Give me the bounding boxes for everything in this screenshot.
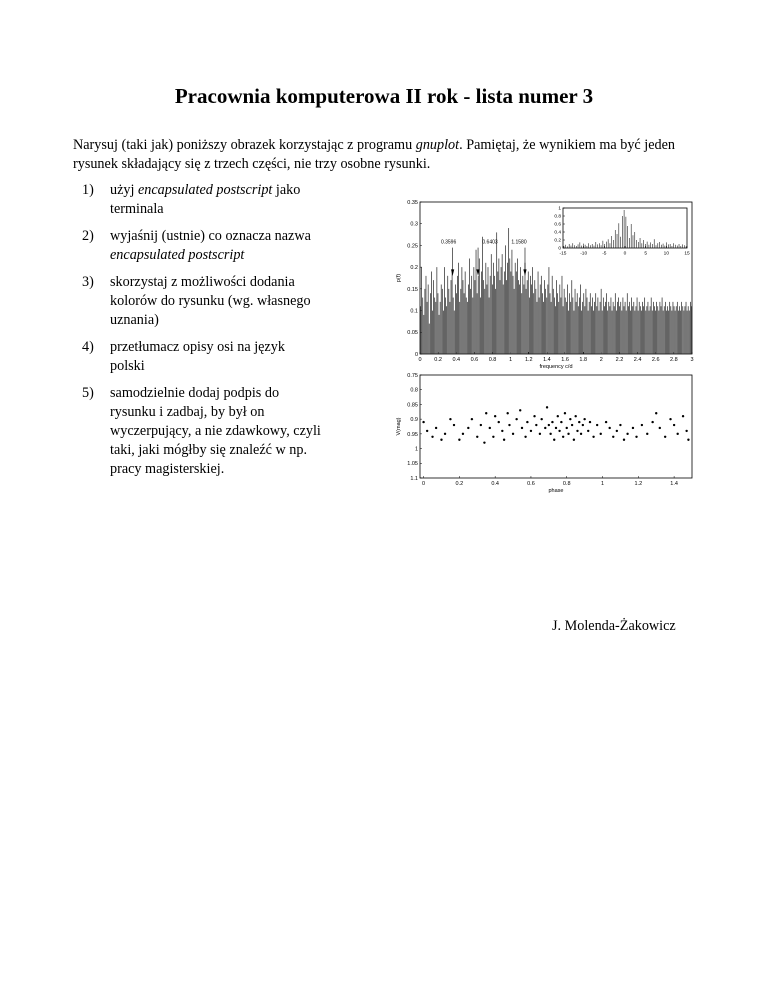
data-point	[580, 433, 582, 435]
x-tick-label: -15	[559, 251, 567, 257]
data-point	[539, 433, 541, 435]
y-tick-label: 1.05	[407, 461, 418, 468]
intro-paragraph	[73, 136, 703, 174]
data-point	[535, 424, 537, 426]
y-tick-label: 0	[558, 246, 561, 252]
task-emphasis: encapsulated postscript	[110, 247, 245, 263]
x-tick-label: 0.4	[452, 357, 461, 363]
x-tick-label: 0.8	[488, 357, 497, 363]
data-point	[576, 430, 578, 432]
y-tick-label: 0.9	[410, 417, 418, 424]
data-point	[600, 433, 602, 435]
data-point	[682, 415, 684, 417]
y-tick-label: 1	[414, 446, 418, 453]
data-point	[519, 409, 521, 411]
x-tick-label: 0.2	[455, 481, 464, 487]
data-point	[485, 412, 487, 414]
data-point	[573, 439, 575, 441]
y-tick-label: 0.8	[554, 214, 561, 220]
data-point	[530, 430, 532, 432]
data-point	[546, 406, 548, 408]
data-point	[664, 436, 666, 438]
data-point	[616, 430, 618, 432]
x-tick-label: 0.6	[527, 481, 535, 487]
x-tick-label: -10	[580, 251, 588, 257]
y-tick-label: 0.6	[554, 222, 561, 228]
task-number: 1)	[82, 182, 94, 198]
task-item	[82, 338, 322, 376]
y-tick-label: 0.35	[407, 199, 418, 206]
x-tick-label: 0	[623, 251, 627, 257]
y-tick-label: 0.1	[410, 308, 418, 315]
plot-frame	[420, 375, 692, 478]
data-point	[426, 430, 428, 432]
data-point	[659, 427, 661, 429]
data-point	[605, 421, 607, 423]
x-tick-label: 3	[690, 357, 694, 363]
data-point	[526, 421, 528, 423]
task-number: 3)	[82, 274, 94, 290]
data-point	[687, 439, 689, 441]
data-point	[503, 439, 505, 441]
data-point	[587, 430, 589, 432]
task-text-end: jako terminala	[110, 182, 301, 217]
data-point	[422, 421, 424, 423]
data-point	[592, 436, 594, 438]
x-tick-label: 0.6	[470, 357, 479, 363]
data-point	[555, 427, 557, 429]
inset-background	[563, 208, 687, 248]
page-title: Pracownia komputerowa II rok - lista numer 3	[174, 84, 594, 108]
x-tick-label: -5	[602, 251, 607, 257]
x-tick-label: 1.8	[579, 357, 588, 363]
x-tick-label: 2.4	[633, 357, 642, 363]
data-point	[558, 430, 560, 432]
data-point	[623, 439, 625, 441]
task-text: użyj	[110, 182, 138, 198]
task-number: 4)	[82, 339, 94, 355]
task-emphasis: encapsulated postscript	[137, 182, 273, 198]
peak-arrowhead	[523, 269, 526, 276]
data-point	[458, 439, 460, 441]
data-point	[608, 427, 610, 429]
x-axis-label: phase	[548, 488, 564, 494]
task-item	[82, 227, 322, 265]
figure	[380, 190, 698, 500]
data-point	[467, 427, 469, 429]
task-text: przetłumacz opisy osi na język polski	[110, 339, 285, 374]
data-point	[564, 412, 566, 414]
task-number: 5)	[82, 385, 94, 401]
task-text: samodzielnie dodaj podpis do rysunku i zadbaj, by był on wyczerpujący, a nie zdawkowy, czyli taki, jaki mógłby się znaleźć w np. pracy magisterskiej.	[110, 385, 321, 477]
y-tick-label: 0	[414, 351, 418, 358]
data-point	[435, 427, 437, 429]
data-point	[492, 436, 494, 438]
y-axis-label: V(mag)	[396, 417, 402, 436]
y-tick-label: 0.2	[554, 238, 561, 244]
data-point	[655, 412, 657, 414]
phase-panel	[396, 373, 692, 494]
data-point	[626, 433, 628, 435]
x-tick-label: 15	[684, 251, 690, 257]
program-name: gnuplot	[415, 137, 460, 153]
data-point	[596, 424, 598, 426]
data-point	[512, 433, 514, 435]
y-tick-label: 0.05	[407, 330, 418, 337]
data-point	[574, 415, 576, 417]
peak-label: 0.3596	[440, 239, 457, 246]
x-tick-label: 2.6	[651, 357, 660, 363]
data-point	[544, 427, 546, 429]
data-point	[449, 418, 451, 420]
data-point	[471, 418, 473, 420]
data-point	[476, 436, 478, 438]
task-item	[82, 384, 322, 479]
inset-panel	[554, 206, 690, 257]
y-tick-label: 1.1	[410, 475, 418, 482]
y-tick-label: 0.75	[407, 372, 418, 379]
x-tick-label: 1.4	[670, 481, 678, 487]
data-point	[431, 436, 433, 438]
data-point	[567, 433, 569, 435]
data-point	[651, 421, 653, 423]
data-point	[494, 415, 496, 417]
data-point	[566, 427, 568, 429]
y-tick-label: 0.15	[407, 286, 418, 293]
y-tick-label: 0.4	[554, 230, 561, 236]
x-tick-label: 0.8	[562, 481, 571, 487]
intro-text-2: . Pamiętaj, że wynikiem ma być jeden rysunek składający się z trzech części, nie trzy osobne rysunki.	[73, 137, 675, 172]
data-point	[578, 421, 580, 423]
peak-label: 0.6403	[482, 239, 498, 246]
data-point	[506, 412, 508, 414]
data-point	[548, 424, 550, 426]
data-point	[569, 418, 571, 420]
data-point	[673, 424, 675, 426]
x-tick-label: 1	[509, 357, 513, 363]
peak-arrowhead	[451, 269, 454, 276]
y-tick-label: 1	[558, 206, 561, 212]
task-item	[82, 181, 322, 219]
task-list	[82, 181, 322, 479]
data-point	[508, 424, 510, 426]
data-point	[582, 424, 584, 426]
data-point	[521, 427, 523, 429]
task-text: wyjaśnij (ustnie) co oznacza nazwa	[110, 228, 311, 244]
x-tick-label: 1.4	[543, 357, 551, 363]
task-number: 2)	[82, 228, 94, 244]
data-point	[612, 436, 614, 438]
task-item	[82, 273, 322, 330]
x-tick-label: 0.4	[491, 481, 499, 487]
x-tick-label: 1	[600, 481, 605, 487]
data-point	[635, 436, 637, 438]
x-axis-label: frequency c/d	[539, 364, 573, 370]
x-tick-label: 2.2	[615, 357, 624, 363]
x-tick-label: 0	[418, 357, 422, 363]
x-tick-label: 0	[422, 481, 426, 487]
x-tick-label: 2.8	[670, 357, 678, 363]
data-point	[676, 433, 678, 435]
peak-label: 1.1580	[511, 239, 527, 246]
author: J. Molenda-Żakowicz	[552, 618, 676, 634]
x-tick-label: 0.2	[434, 357, 442, 363]
data-point	[583, 418, 585, 420]
data-point	[453, 424, 455, 426]
data-point	[632, 427, 634, 429]
task-text: skorzystaj z możliwości dodania kolorów do rysunku (wg. własnego uznania)	[110, 274, 311, 328]
x-tick-label: 1.2	[524, 357, 533, 363]
data-point	[462, 433, 464, 435]
data-point	[498, 421, 500, 423]
data-point	[619, 424, 621, 426]
data-point	[571, 424, 573, 426]
y-axis-label: p(f)	[396, 273, 402, 283]
data-point	[551, 421, 553, 423]
data-point	[589, 421, 591, 423]
data-point	[489, 427, 491, 429]
y-tick-label: 0.25	[407, 243, 418, 250]
data-point	[533, 415, 535, 417]
data-point	[557, 415, 559, 417]
y-tick-label: 0.3	[410, 221, 418, 228]
data-point	[524, 436, 526, 438]
x-tick-label: 1.6	[561, 357, 569, 363]
data-point	[540, 418, 542, 420]
data-point	[515, 418, 517, 420]
y-tick-label: 0.95	[407, 431, 418, 438]
data-point	[483, 441, 485, 443]
data-point	[641, 424, 643, 426]
y-tick-label: 0.8	[410, 387, 418, 394]
data-point	[444, 433, 446, 435]
y-tick-label: 0.2	[410, 265, 418, 272]
data-point	[669, 418, 671, 420]
y-tick-label: 0.85	[407, 402, 418, 409]
x-tick-label: 5	[644, 251, 648, 257]
data-point	[501, 430, 503, 432]
data-point	[480, 424, 482, 426]
intro-text-1: Narysuj (taki jak) poniższy obrazek korzystając z programu	[73, 137, 416, 153]
data-point	[549, 433, 551, 435]
data-point	[553, 439, 555, 441]
data-point	[685, 430, 687, 432]
data-point	[562, 436, 564, 438]
x-tick-label: 2	[599, 357, 603, 363]
data-point	[560, 421, 562, 423]
data-point	[440, 439, 442, 441]
x-tick-label: 10	[663, 251, 670, 257]
x-tick-label: 1.2	[634, 481, 643, 487]
data-point	[646, 433, 648, 435]
